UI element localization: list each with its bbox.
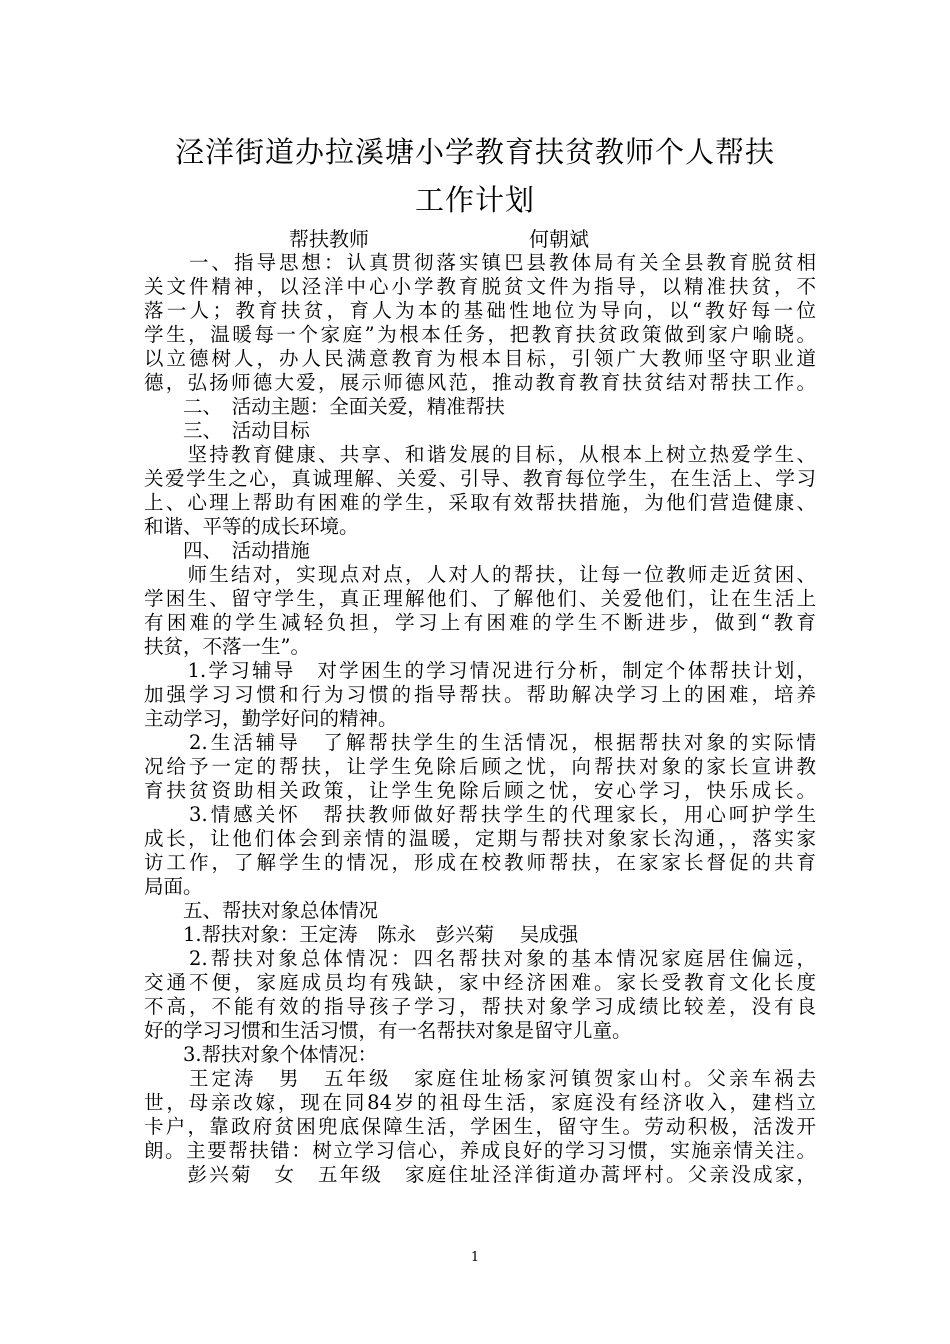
text-line: 三、 活动目标 bbox=[144, 419, 310, 442]
document-body bbox=[144, 251, 816, 1187]
text-line: 上、心理上帮助有困难的学生，采取有效帮扶措施，为他们营造健康、 bbox=[144, 491, 816, 514]
text-line: 二、 活动主题：全面关爱，精准帮扶 bbox=[144, 395, 505, 418]
page-number: 1 bbox=[470, 1250, 480, 1265]
text-line: 2.帮扶对象总体情况：四名帮扶对象的基本情况家庭居住偏远， bbox=[144, 947, 816, 970]
text-line: 王定涛 男 五年级 家庭住址杨家河镇贺家山村。父亲车祸去 bbox=[144, 1067, 816, 1090]
text-line: 世，母亲改嫁，现在同84岁的祖母生活，家庭没有经济收入，建档立 bbox=[144, 1091, 816, 1114]
text-line: 一、指导思想：认真贯彻落实镇巴县教体局有关全县教育脱贫相 bbox=[144, 251, 816, 274]
text-line: 2.生活辅导 了解帮扶学生的生活情况，根据帮扶对象的实际情 bbox=[144, 731, 816, 754]
text-line: 1.帮扶对象：王定涛 陈永 彭兴菊 吴成强 bbox=[144, 923, 579, 946]
text-line: 3.情感关怀 帮扶教师做好帮扶学生的代理家长，用心呵护学生 bbox=[144, 803, 816, 826]
text-line: 成长，让他们体会到亲情的温暖，定期与帮扶对象家长沟通，，落实家 bbox=[144, 827, 816, 850]
text-line: 有困难的学生减轻负担，学习上有困难的学生不断进步，做到“教育 bbox=[144, 611, 816, 634]
byline-role: 帮扶教师 bbox=[289, 227, 369, 251]
text-line: 朗。主要帮扶错：树立学习信心，养成良好的学习习惯，实施亲情关注。 bbox=[144, 1139, 816, 1162]
text-line: 彭兴菊 女 五年级 家庭住址泾洋街道办蒿坪村。父亲没成家， bbox=[144, 1163, 816, 1186]
text-line: 访工作，了解学生的情况，形成在校教师帮扶，在家家长督促的共育 bbox=[144, 851, 816, 874]
text-line: 主动学习，勤学好问的精神。 bbox=[144, 707, 398, 730]
document-title-continued: 工作计划 bbox=[414, 183, 535, 217]
text-line: 加强学习习惯和行为习惯的指导帮扶。帮助解决学习上的困难，培养 bbox=[144, 683, 816, 706]
document-title: 泾洋街道办拉溪塘小学教育扶贫教师个人帮扶 bbox=[174, 135, 775, 169]
text-line: 和谐、平等的成长环境。 bbox=[144, 515, 359, 538]
text-line: 交通不便，家庭成员均有残缺，家中经济困难。家长受教育文化长度 bbox=[144, 971, 816, 994]
text-line: 不高，不能有效的指导孩子学习，帮扶对象学习成绩比较差，没有良 bbox=[144, 995, 816, 1018]
text-line: 坚持教育健康、共享、和谐发展的目标，从根本上树立热爱学生、 bbox=[144, 443, 816, 466]
text-line: 3.帮扶对象个体情况： bbox=[144, 1043, 378, 1066]
byline-name: 何朝斌 bbox=[529, 227, 589, 251]
text-line: 好的学习习惯和生活习惯，有一名帮扶对象是留守儿童。 bbox=[144, 1019, 632, 1042]
text-line: 况给予一定的帮扶，让学生免除后顾之忧，向帮扶对象的家长宣讲教 bbox=[144, 755, 816, 778]
text-line: 学生，温暖每一个家庭”为根本任务，把教育扶贫政策做到家户喻晓。 bbox=[144, 323, 816, 346]
text-line: 师生结对，实现点对点，人对人的帮扶，让每一位教师走近贫困、 bbox=[144, 563, 816, 586]
text-line: 五、帮扶对象总体情况 bbox=[144, 899, 379, 922]
text-line: 关文件精神，以泾洋中心小学教育脱贫文件为指导，以精准扶贫，不 bbox=[144, 275, 816, 298]
text-line: 以立德树人，办人民满意教育为根本目标，引领广大教师坚守职业道 bbox=[144, 347, 816, 370]
text-line: 学困生、留守学生，真正理解他们、了解他们、关爱他们，让在生活上 bbox=[144, 587, 816, 610]
text-line: 育扶贫资助相关政策，让学生免除后顾之忧，安心学习，快乐成长。 bbox=[144, 779, 816, 802]
text-line: 卡户，靠政府贫困兜底保障生活，学困生，留守生。劳动积极，活泼开 bbox=[144, 1115, 816, 1138]
text-line: 德，弘扬师德大爱，展示师德风范，推动教育教育扶贫结对帮扶工作。 bbox=[144, 371, 816, 394]
text-line: 四、 活动措施 bbox=[144, 539, 310, 562]
text-line: 关爱学生之心，真诚理解、关爱、引导、教育每位学生，在生活上、学习 bbox=[144, 467, 816, 490]
text-line: 1.学习辅导 对学困生的学习情况进行分析，制定个体帮扶计划， bbox=[144, 659, 816, 682]
text-line: 落一人；教育扶贫，育人为本的基础性地位为导向，以“教好每一位 bbox=[144, 299, 816, 322]
text-line: 扶贫，不落一生”。 bbox=[144, 635, 310, 658]
text-line: 局面。 bbox=[144, 875, 203, 898]
